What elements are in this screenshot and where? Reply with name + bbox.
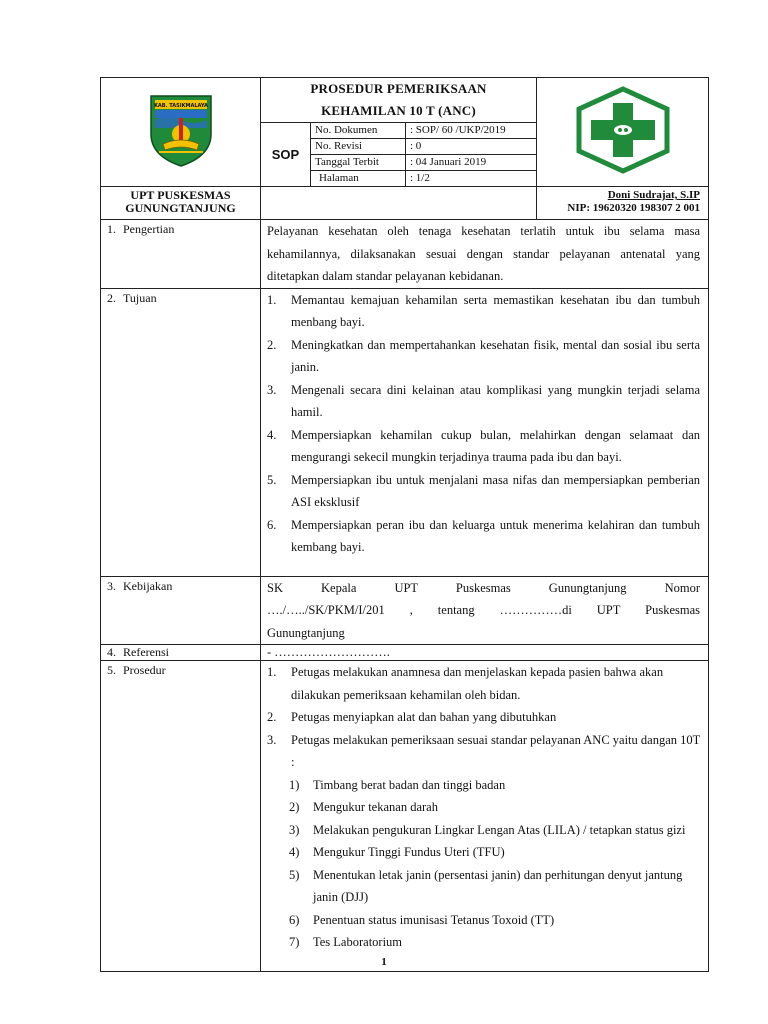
meta-key: Tanggal Terbit bbox=[311, 155, 406, 171]
meta-value: : 1/2 bbox=[410, 172, 430, 184]
tujuan-list bbox=[267, 289, 700, 559]
list-item: 1. Memantau kemajuan kehamilan serta memastikan kesehatan ibu dan tumbuh menbang bayi. bbox=[267, 292, 701, 329]
organization-name bbox=[101, 187, 261, 220]
prosedur-sub-list bbox=[267, 774, 700, 954]
page-number: 1 bbox=[381, 956, 387, 968]
list-item: 1. Petugas melakukan anamnesa dan menjelaskan kepada pasien bahwa akan dilakukan pemeriksaan kehamilan oleh bidan. bbox=[267, 665, 664, 702]
org-line-1: UPT PUSKESMAS bbox=[130, 188, 231, 202]
district-logo-cell bbox=[101, 78, 261, 187]
section-label: 1. Pengertian bbox=[101, 220, 261, 289]
meta-key: No. Dokumen bbox=[311, 123, 406, 139]
kebijakan-line-3: Gunungtanjung bbox=[267, 625, 345, 640]
row-kebijakan bbox=[101, 576, 709, 645]
list-item: 3. Mengenali secara dini kelainan atau komplikasi yang mungkin terjadi selama hamil. bbox=[267, 382, 701, 419]
document-title bbox=[261, 78, 537, 123]
meta-value: : 04 Januari 2019 bbox=[406, 155, 537, 171]
row-pengertian bbox=[101, 220, 709, 289]
list-item: 4) Mengukur Tinggi Fundus Uteri (TFU) bbox=[289, 845, 505, 859]
list-item: 1) Timbang berat badan dan tinggi badan bbox=[289, 777, 506, 792]
org-line-2: GUNUNGTANJUNG bbox=[125, 201, 236, 215]
kebijakan-line-1: SK Kepala UPT Puskesmas Gunungtanjung Nomor bbox=[267, 580, 701, 595]
document-meta-table bbox=[311, 123, 536, 186]
meta-row bbox=[311, 139, 536, 155]
list-item: 2. Meningkatkan dan mempertahankan kesehatan fisik, mental dan sosial ibu serta janin. bbox=[267, 337, 701, 374]
section-label: 2. Tujuan bbox=[101, 288, 261, 576]
title-line-2: KEHAMILAN 10 T (ANC) bbox=[321, 103, 476, 118]
prosedur-content bbox=[261, 661, 709, 972]
list-item: 5. Mempersiapkan ibu untuk menjalani masa nifas dan mempersiapkan pemberian ASI eksklusif bbox=[267, 472, 701, 509]
prosedur-list bbox=[267, 661, 700, 774]
row-tujuan bbox=[101, 288, 709, 576]
emblem-banner-text: KAB. TASIKMALAYA bbox=[153, 102, 208, 109]
tujuan-content bbox=[261, 288, 709, 576]
list-item: 4. Mempersiapkan kehamilan cukup bulan, melahirkan dengan selamaat dan mengurangi sekecil mungkin terjadinya trauma pada ibu dan bayi. bbox=[267, 427, 701, 464]
list-item: 6) Penentuan status imunisasi Tetanus Toxoid (TT) bbox=[289, 912, 555, 927]
section-label: 3. Kebijakan bbox=[101, 576, 261, 645]
list-item: 5) Menentukan letak janin (persentasi janin) dan perhitungan denyut jantung janin (DJJ) bbox=[289, 867, 683, 904]
list-item: 3) Melakukan pengukuran Lingkar Lengan Atas (LILA) / tetapkan status gizi bbox=[289, 822, 686, 837]
title-line-1: PROSEDUR PEMERIKSAAN bbox=[310, 81, 487, 96]
referensi-text: - ………………………. bbox=[261, 645, 709, 661]
list-item: 6. Mempersiapkan peran ibu dan keluarga untuk menerima kelahiran dan tumbuh kembang bayi. bbox=[267, 517, 701, 554]
meta-key: Halaman bbox=[311, 171, 406, 187]
blank-cell bbox=[261, 187, 537, 220]
list-item: 3. Petugas melakukan pemeriksaan sesuai standar pelayanan ANC yaitu dangan 10T : bbox=[267, 732, 701, 769]
sop-table bbox=[100, 77, 709, 972]
signatory-nip: NIP: 19620320 198307 2 001 bbox=[567, 202, 701, 214]
meta-row bbox=[311, 123, 536, 139]
kebijakan-line-2: …./…../SK/PKM/I/201 , tentang ……………di UPT Puskesmas bbox=[267, 603, 701, 617]
puskesmas-logo-cell bbox=[537, 78, 709, 187]
document-meta-cell bbox=[311, 123, 537, 187]
list-item: 2. Petugas menyiapkan alat dan bahan yang dibutuhkan bbox=[267, 710, 557, 724]
list-item: 7) Tes Laboratorium bbox=[289, 935, 403, 949]
district-emblem-icon bbox=[141, 90, 221, 170]
list-item: 2) Mengukur tekanan darah bbox=[289, 800, 438, 814]
meta-value: : 0 bbox=[406, 139, 537, 155]
section-label: 4. Referensi bbox=[101, 645, 261, 661]
meta-row bbox=[311, 155, 536, 171]
section-label: 5. Prosedur bbox=[101, 661, 261, 972]
kebijakan-text bbox=[261, 576, 709, 645]
signatory-name: Doni Sudrajat, S.IP bbox=[607, 189, 701, 201]
sop-label: SOP bbox=[261, 123, 311, 187]
row-referensi bbox=[101, 645, 709, 661]
puskesmas-cross-icon bbox=[573, 85, 673, 175]
pengertian-text: Pelayanan kesehatan oleh tenaga kesehatan terlatih untuk ibu selama masa kehamilannya, dilaksanakan sesuai dengan standar pelayanan antenatal yang ditetapkan dalam standar pelayanan kebidanan. bbox=[261, 220, 709, 289]
meta-row bbox=[311, 171, 536, 187]
meta-value: : SOP/ 60 /UKP/2019 bbox=[406, 123, 537, 139]
row-prosedur bbox=[101, 661, 709, 972]
meta-key: No. Revisi bbox=[311, 139, 406, 155]
signatory bbox=[537, 187, 709, 220]
